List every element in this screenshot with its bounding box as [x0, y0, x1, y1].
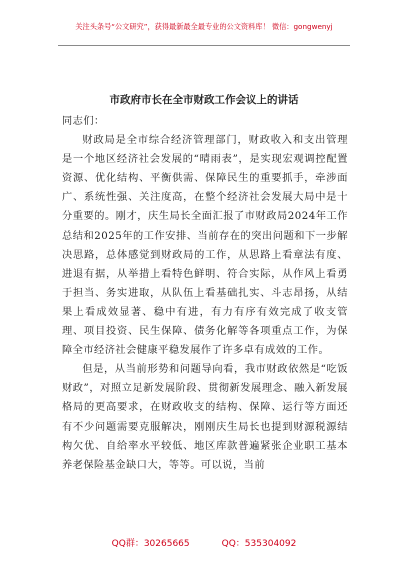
paragraph: 财政局是全市综合经济管理部门，财政收入和支出管理是一个地区经济社会发展的“晴雨表”，是实现宏观调控配置资源、优化结构、平衡供需、保障民生的重要抓手，牵涉面广、系统性强、关注度高，在整个经济社会发展大局中是十分重要的。刚才，庆生局长全面汇报了市财政局2024年工作总结和2025年的工作安排、当前存在的突出问题和下一步解决思路，总体感觉到财政局的工作，从思路上看章法有度、进退有据，从举措上看特色鲜明、符合实际，从作风上看勇于担当、务实进取，从队伍上看基础扎实、斗志昂扬，从结果上看成效显著、稳中有进，有力有序有效完成了收支管理、项目投资、民生保障、债务化解等各项重点工作，为保障全市经济社会健康平稳发展作了许多卓有成效的工作。: [62, 135, 348, 357]
footer-qq-number: QQ：535304092: [221, 539, 297, 549]
document-title: 市政府市长在全市财政工作会议上的讲话: [109, 94, 299, 106]
footer-contacts: [0, 536, 408, 549]
paragraph: 但是，从当前形势和问题导向看，我市财政依然是“吃饭财政”，对照立足新发展阶段、贯彻新发展理念、融入新发展格局的更高要求，在财政收支的结构、保障、运行等方面还有不少问题需要克服解决，刚刚庆生局长也提到财源税源结构欠优、自给率水平较低、地区库款普遍紧张企业职工基本养老保险基金缺口大，等等。可以说，当前: [62, 364, 348, 471]
salutation: 同志们：: [62, 116, 105, 127]
document-body: [62, 112, 348, 475]
header-divider: [58, 45, 350, 46]
footer-qq-group: QQ群：30265665: [111, 539, 190, 549]
header-banner: 关注头条号“公文研究”，获得最新最全最专业的公文资料库！ 微信：gongwenyj: [75, 22, 333, 31]
